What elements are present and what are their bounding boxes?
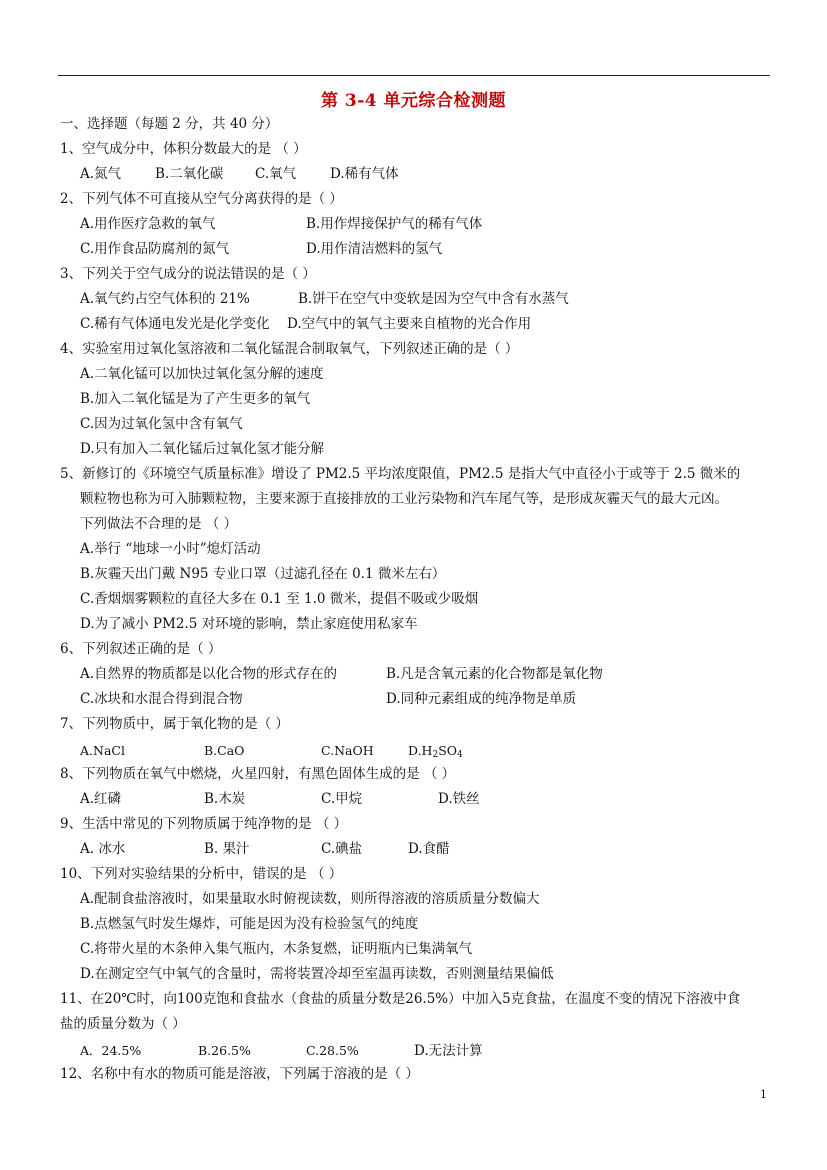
question-10: 10、下列对实验结果的分析中，错误的是 （ ）: [60, 866, 343, 882]
q7-option-b: B.CaO: [204, 743, 245, 758]
formula-sub-4: 4: [457, 750, 463, 760]
q2-option-a: A.用作医疗急救的氧气: [80, 216, 216, 232]
q3-option-b: B.饼干在空气中变软是因为空气中含有水蒸气: [298, 291, 569, 307]
q5-option-a: A.举行 “地球一小时”熄灯活动: [80, 541, 261, 557]
header-rule: [58, 75, 770, 76]
q2-option-d: D.用作清洁燃料的氢气: [306, 241, 443, 257]
q8-option-d: D.铁丝: [438, 791, 480, 807]
formula-so: SO: [438, 743, 457, 758]
q11-option-b: B.26.5%: [198, 1043, 251, 1058]
section-heading: 一、选择题（每题 2 分，共 40 分）: [60, 116, 279, 132]
q11-option-d: D.无法计算: [414, 1043, 483, 1059]
question-9: 9、生活中常见的下列物质属于纯净物的是 （ ）: [60, 816, 348, 832]
question-7: 7、下列物质中，属于氧化物的是（ ）: [60, 716, 289, 732]
q6-option-d: D.同种元素组成的纯净物是单质: [386, 691, 577, 707]
q5-option-b: B.灰霾天出门戴 N95 专业口罩（过滤孔径在 0.1 微米左右）: [80, 566, 446, 582]
question-2: 2、下列气体不可直接从空气分离获得的是（ ）: [60, 191, 343, 207]
q10-option-c: C.将带火星的木条伸入集气瓶内，木条复燃，证明瓶内已集满氧气: [80, 941, 473, 957]
q7-option-a: A.NaCl: [80, 743, 125, 758]
q4-option-c: C.因为过氧化氢中含有氧气: [80, 416, 243, 432]
q6-option-b: B.凡是含氧元素的化合物都是氧化物: [386, 666, 603, 682]
q10-option-a: A.配制食盐溶液时，如果量取水时俯视读数，则所得溶液的溶质质量分数偏大: [80, 891, 540, 907]
q4-option-a: A.二氧化锰可以加快过氧化氢分解的速度: [80, 366, 324, 382]
q8-option-b: B.木炭: [204, 791, 246, 807]
question-6: 6、下列叙述正确的是（ ）: [60, 641, 222, 657]
q10-option-d: D.在测定空气中氧气的含量时，需将装置冷却至室温再读数，否则测量结果偏低: [80, 966, 554, 982]
q3-option-c: C.稀有气体通电发光是化学变化: [80, 316, 270, 332]
question-8: 8、下列物质在氧气中燃烧，火星四射，有黑色固体生成的是 （ ）: [60, 766, 456, 782]
q7-option-c: C.NaOH: [321, 743, 374, 758]
q9-option-d: D.食醋: [408, 841, 450, 857]
formula-sub-2: 2: [432, 750, 439, 760]
q1-option-b: B.二氧化碳: [155, 166, 224, 182]
q9-option-b: B. 果汁: [204, 841, 250, 857]
question-1: 1、空气成分中，体积分数最大的是 （ ）: [60, 141, 307, 157]
question-11-line-1: 11、在20℃时，向100克饱和食盐水（食盐的质量分数是26.5%）中加入5克食盐，在温度不变的情况下溶液中食: [60, 991, 741, 1007]
page-number: 1: [760, 1088, 767, 1101]
question-11-line-2: 盐的质量分数为（ ）: [60, 1016, 186, 1032]
q1-option-a: A.氮气: [80, 166, 122, 182]
q8-option-a: A.红磷: [80, 791, 122, 807]
question-12: 12、名称中有水的物质可能是溶液，下列属于溶液的是（ ）: [60, 1066, 419, 1082]
q4-option-d: D.只有加入二氧化锰后过氧化氢才能分解: [80, 441, 325, 457]
page-title: 第 3-4 单元综合检测题: [320, 91, 507, 111]
q9-option-a: A. 冰水: [80, 841, 126, 857]
q6-option-c: C.冰块和水混合得到混合物: [80, 691, 243, 707]
formula-h: D.H: [408, 743, 433, 758]
question-3: 3、下列关于空气成分的说法错误的是（ ）: [60, 266, 316, 282]
q7-option-d: [408, 741, 463, 761]
q4-option-b: B.加入二氧化锰是为了产生更多的氧气: [80, 391, 311, 407]
q11-option-a: A．24.5%: [80, 1043, 142, 1058]
q9-option-c: C.碘盐: [321, 841, 363, 857]
q2-option-c: C.用作食品防腐剂的氮气: [80, 241, 230, 257]
q1-option-c: C.氧气: [255, 166, 297, 182]
q3-option-a: A.氧气约占空气体积的 21%: [80, 291, 250, 307]
q6-option-a: A.自然界的物质都是以化合物的形式存在的: [80, 666, 338, 682]
q3-option-d: D.空气中的氧气主要来自植物的光合作用: [287, 316, 532, 332]
question-5-line-3: 下列做法不合理的是 （ ）: [80, 516, 238, 532]
q2-option-b: B.用作焊接保护气的稀有气体: [306, 216, 483, 232]
q10-option-b: B.点燃氢气时发生爆炸，可能是因为没有检验氢气的纯度: [80, 916, 419, 932]
q5-option-c: C.香烟烟雾颗粒的直径大多在 0.1 至 1.0 微米，提倡不吸或少吸烟: [80, 591, 479, 607]
q1-option-d: D.稀有气体: [330, 166, 399, 182]
question-5-line-1: 5、新修订的《环境空气质量标准》增设了 PM2.5 平均浓度限值，PM2.5 是指大气中直径小于或等于 2.5 微米的: [60, 466, 741, 482]
q5-option-d: D.为了减小 PM2.5 对环境的影响，禁止家庭使用私家车: [80, 616, 418, 632]
question-4: 4、实验室用过氧化氢溶液和二氧化锰混合制取氧气，下列叙述正确的是（ ）: [60, 341, 519, 357]
q11-option-c: C.28.5%: [306, 1043, 359, 1058]
q8-option-c: C.甲烷: [321, 791, 363, 807]
question-5-line-2: 颗粒物也称为可入肺颗粒物，主要来源于直接排放的工业污染物和汽车尾气等，是形成灰霾天气的最大元凶。: [80, 491, 728, 507]
